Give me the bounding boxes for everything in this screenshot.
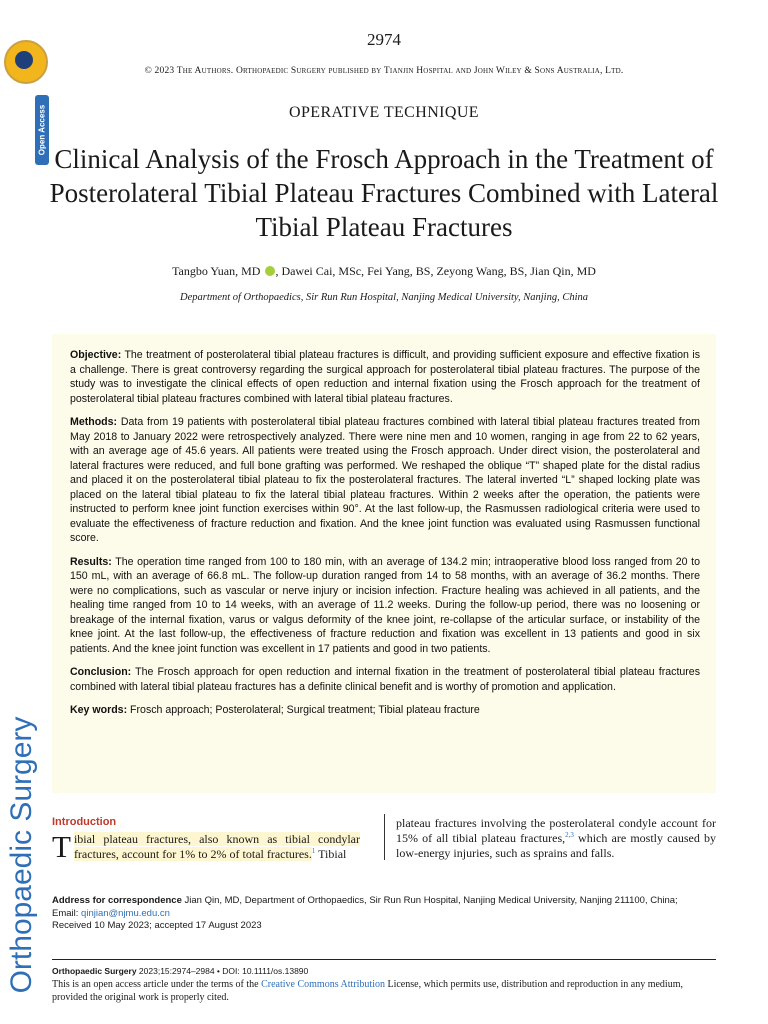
methods-text: Data from 19 patients with posterolateral tibial plateau fractures combined with lateral tibial plateau fractures treated from May 2018 to January 2022 were retrospectively analyzed. There were nine men and 10 women, ranging in age from 22 to 62 years, with an average age of 45.6 years. All patients were treated using the Frosch approach. Under direct vision, the posterolateral and lateral fractures were reduced, and full bone grafting was performed. We reshaped the oblique “T” shaped plate for the distal radius and placed it on the posterolateral tibial plateau to fix the posterolateral fractures. The lateral inverted “L” shaped locking plate was placed on the lateral tibial plateau to fix the lateral tibial plateau fractures. Within 2 weeks after the operation, the patients were instructed to perform knee joint function exercises within 90°. At the last follow-up, the Rasmussen radiological criteria were used to evaluate the effectiveness of fracture reduction and fixation. And the knee joint function was evaluated using Rasmussen functional score. [70, 416, 700, 544]
author-list [0, 264, 768, 279]
keywords-text: Frosch approach; Posterolateral; Surgical treatment; Tibial plateau fracture [127, 704, 480, 716]
objective-label: Objective: [70, 349, 122, 361]
intro-right-tail: which are mostly caused by low-energy injuries, such as sprains and falls. [396, 831, 716, 860]
copyright-line: © 2023 The Authors. Orthopaedic Surgery published by Tianjin Hospital and John Wiley & Sons Australia, Ltd. [144, 66, 624, 76]
introduction-heading: Introduction [52, 816, 117, 828]
drop-cap: T [52, 829, 71, 864]
affiliation: Department of Orthopaedics, Sir Run Run Hospital, Nanjing Medical University, Nanjing, China [179, 292, 589, 303]
correspondence-label: Address for correspondence [52, 895, 182, 906]
intro-left-tail: Tibial [315, 847, 347, 861]
footer-journal: Orthopaedic Surgery [52, 966, 137, 976]
citation-line [52, 966, 308, 976]
license-notice [52, 978, 716, 1004]
license-post: License, which permits use, distribution and reproduction in any medium, provided the original work is properly cited. [52, 979, 683, 1003]
orcid-icon[interactable] [265, 266, 275, 276]
abstract-conclusion [70, 665, 700, 694]
abstract-methods [70, 415, 700, 546]
intro-right-column [396, 816, 716, 861]
abstract-results [70, 555, 700, 657]
journal-name-vertical [0, 700, 44, 1010]
intro-right-text: plateau fractures involving the posterolateral condyle account for 15% of all tibial plateau fractures, [396, 816, 716, 845]
intro-left-column [52, 829, 360, 864]
other-authors: , Dawei Cai, MSc, Fei Yang, BS, Zeyong Wang, BS, Jian Qin, MD [275, 264, 596, 278]
abstract-keywords [70, 703, 700, 718]
column-divider [384, 814, 385, 860]
abstract-box [52, 334, 716, 793]
license-pre: This is an open access article under the terms of the [52, 979, 262, 990]
open-access-label: Open Access [37, 104, 47, 156]
received-dates: Received 10 May 2023; accepted 17 August 2023 [52, 920, 262, 931]
footer-divider [52, 959, 716, 960]
page-number: 2974 [367, 30, 401, 49]
methods-label: Methods: [70, 416, 118, 428]
correspondence-text: Jian Qin, MD, Department of Orthopaedics, Sir Run Run Hospital, Nanjing Medical University, Nanjing 211100, China; [181, 895, 678, 906]
journal-name-text: Orthopaedic Surgery [5, 716, 38, 994]
license-link[interactable]: Creative Commons Attribution [261, 979, 385, 990]
section-label: OPERATIVE TECHNIQUE [289, 104, 479, 121]
intro-highlighted-text: ibial plateau fractures, also known as tibial condylar fractures, account for 1% to 2% of total fractures. [73, 832, 360, 861]
first-author: Tangbo Yuan, MD [172, 264, 261, 278]
conclusion-label: Conclusion: [70, 666, 132, 678]
footer-citation: 2023;15:2974–2984 • DOI: 10.1111/os.13890 [136, 966, 309, 976]
reference-link[interactable]: 2,3 [565, 831, 574, 839]
abstract-objective [70, 348, 700, 406]
reference-link[interactable]: 1 [311, 847, 316, 855]
results-text: The operation time ranged from 100 to 180 min, with an average of 134.2 min; intraoperative blood loss ranged from 20 to 150 mL, with an average of 66.8 mL. The follow-up duration ranged from 14 to 58 months, with an average of 36.2 months. There were no complications, such as vascular or nerve injury or incision infection. Fracture healing was achieved in all patients, and the healing time ranged from 10 to 14 weeks, with an average of 11.2 weeks. During the follow-up period, there was no loosening or breakage of the internal fixation, varus or valgus deformity of the knee joint, re-collapse of the articular surface, or instability of the knee joint. At the last follow-up, the effectiveness of fracture reduction and fixation was excellent in 13 patients and good in six patients. And the knee joint function was excellent in 17 patients and good in two patients. [70, 555, 700, 655]
correspondence-block [52, 895, 716, 933]
keywords-label: Key words: [70, 704, 128, 716]
email-link[interactable]: qinjian@njmu.edu.cn [81, 907, 170, 919]
results-label: Results: [70, 555, 112, 568]
article-title: Clinical Analysis of the Frosch Approach in the Treatment of Posterolateral Tibial Plateau Fractures Combined with Lateral Tibial Plateau Fractures [49, 144, 719, 242]
objective-text: The treatment of posterolateral tibial plateau fractures is difficult, and providing sufficient exposure and effective fixation is a challenge. There is great controversy regarding the surgical approach for posterolateral tibial plateau fractures. The purpose of the study was to investigate the clinical effects of open reduction and internal fixation using the Frosch approach for the treatment of posterolateral tibial plateau fractures combined with lateral tibial plateau fractures. [70, 349, 700, 405]
email-label: Email: [52, 907, 82, 919]
conclusion-text: The Frosch approach for open reduction and internal fixation in the treatment of posterolateral tibial plateau fractures combined with lateral tibial plateau fractures has a definite clinical benefit and is worthy of promotion and application. [70, 666, 700, 693]
